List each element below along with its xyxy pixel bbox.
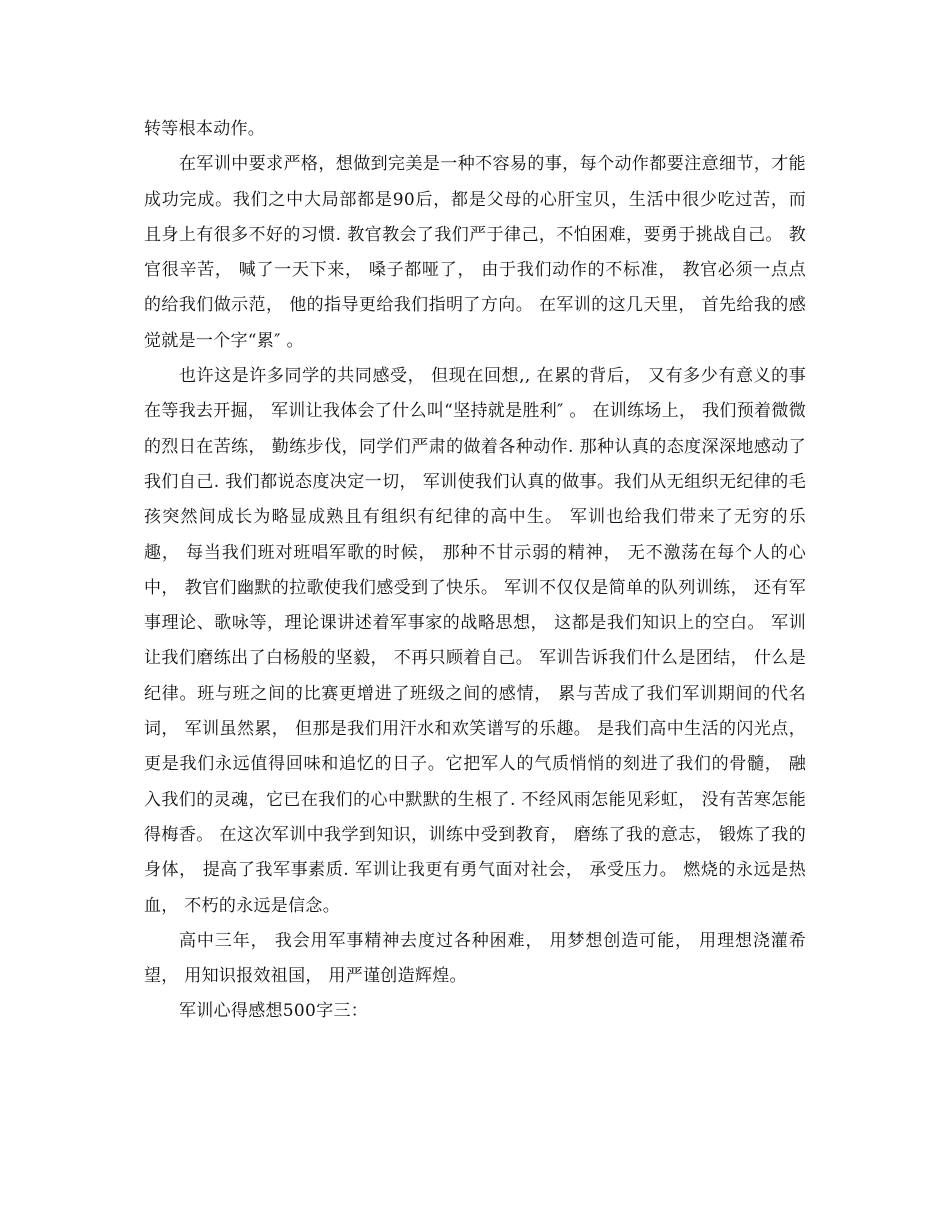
document-page bbox=[144, 112, 806, 1030]
section-heading: 军训心得感想500字三： bbox=[179, 1001, 369, 1022]
paragraph-three-years: 高中三年， 我会用军事精神去度过各种困难， 用梦想创造可能， 用理想浇灌希望， 用知识报效祖国， 用严谨创造辉煌。 bbox=[144, 930, 806, 987]
paragraph-shared-feelings: 也许这是许多同学的共同感受， 但现在回想,, 在累的背后， 又有多少有意义的事在等我去开掘， 军训让我体会了什么叫“坚持就是胜利″ 。 在训练场上， 我们预着微微的烈日在苦练， 勤练步伐，同学们严肃的做着各种动作. 那种认真的态度深深地感动了我们自己. 我们都说态度决定一切， 军训使我们认真的做事。我们从无组织无纪律的毛孩突然间成长为略显成熟且有组织有纪律的高中生。 军训也给我们带来了无穷的乐趣， 每当我们班对班唱军歌的时候， 那种不甘示弱的精神， 无不激荡在每个人的心中， 教官们幽默的拉歌使我们感受到了快乐。 军训不仅仅是简单的队列训练， 还有军事理论、歌咏等，理论课讲述着军事家的战略思想， 这都是我们知识上的空白。 军训让我们磨练出了白杨般的坚毅， 不再只顾着自己。 军训告诉我们什么是团结， 什么是纪律。班与班之间的比赛更增进了班级之间的感情， 累与苦成了我们军训期间的代名词， 军训虽然累， 但那是我们用汗水和欢笑谱写的乐趣。 是我们高中生活的闪光点， 更是我们永远值得回味和追忆的日子。它把军人的气质悄悄的刻进了我们的骨髓， 融入我们的灵魂，它已在我们的心中默默的生根了. 不经风雨怎能见彩虹， 没有苦寒怎能得梅香。 在这次军训中我学到知识，训练中受到教育， 磨练了我的意志， 锻炼了我的身体， 提高了我军事素质. 军训让我更有勇气面对社会， 承受压力。 燃烧的永远是热血， 不朽的永远是信念。 bbox=[144, 366, 806, 916]
paragraph-strict-training: 在军训中要求严格，想做到完美是一种不容易的事，每个动作都要注意细节，才能成功完成。我们之中大局部都是90后，都是父母的心肝宝贝，生活中很少吃过苦，而且身上有很多不好的习惯. 教官教会了我们严于律己，不怕困难，要勇于挑战自己。 教官很辛苦， 喊了一天下来， 嗓子都哑了， 由于我们动作的不标准， 教官必须一点点的给我们做示范， 他的指导更给我们指明了方向。 在军训的这几天里， 首先给我的感觉就是一个字“累″ 。 bbox=[144, 154, 806, 351]
paragraph-continuation: 转等根本动作。 bbox=[144, 119, 266, 139]
